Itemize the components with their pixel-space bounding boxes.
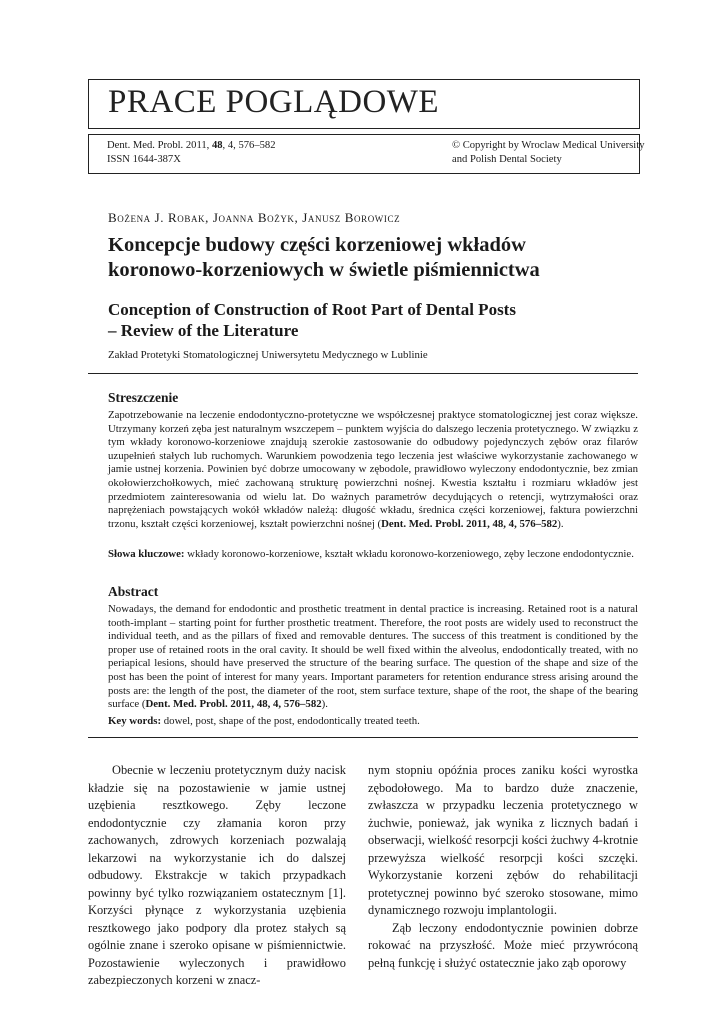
article-title-polish: Koncepcje budowy części korzeniowej wkładów koronowo-korzeniowych w świetle piśmiennictwa <box>108 234 540 281</box>
citation-line: Dent. Med. Probl. 2011, 48, 4, 576–582 <box>107 140 276 151</box>
abstract-en-heading: Abstract <box>108 584 159 599</box>
citation-volume: 48 <box>211 140 223 151</box>
issn: ISSN 1644-387X <box>107 154 181 165</box>
body-paragraph: nym stopniu opóźnia proces zaniku kości wyrostka zębodołowego. Ma to bardzo duże znaczenie, zwłaszcza w przypadku leczenia protetycznego w żuchwie, ponieważ, jak wynika z licznych badań i obserwacji, wielkość resorpcji kości żuchwy 4-krotnie przewyższa wielkość resorpcji kości szczęki. Wykorzystanie korzeni zębów do rehabilitacji protetycznej powinno być szeroko stosowane, mimo dynamicznego rozwoju implantologii. <box>368 763 638 917</box>
article-title-english: Conception of Construction of Root Part of Dental Posts – Review of the Literature <box>108 300 516 340</box>
keywords-pl: Słowa kluczowe: wkłady koronowo-korzeniowe, kształt wkładu koronowo-korzeniowego, zęby leczone endodontycznie. <box>108 548 634 560</box>
affiliation: Zakład Protetyki Stomatologicznej Uniwersytetu Medycznego w Lublinie <box>108 349 428 361</box>
copyright-info: © Copyright by Wroclaw Medical University and Polish Dental Society <box>452 140 645 165</box>
body-paragraph: Ząb leczony endodontycznie powinien dobrze rokować na przyszłość. Może mieć przywróconą pełną funkcję i służyć ostatecznie jako ząb oporowy <box>368 920 638 970</box>
body-paragraph: Obecnie w leczeniu protetycznym duży nacisk kładzie się na pozostawienie w jamie ustnej uzębienia resztkowego. Zęby leczone endodontycznie czy złamania koron przy zachowanych, zdrowych korzeniach pozwalają lekarzowi na wykorzystanie ich do dalszej odbudowy. Ekstrakcje w takich przypadkach powinny być tylko rozwiązaniem ostatecznym [1]. Korzyści płynące z wykorzystania uzębienia resztkowego jako podpory dla protez stałych są ogólnie znane i szeroko opisane w piśmiennictwie. Pozostawienie wyleczonych i prawidłowo zabezpieczonych korzeni w znacz- <box>88 763 346 987</box>
abstract-pl-text: Zapotrzebowanie na leczenie endodontyczno-protetyczne we współczesnej praktyce stomatologicznej jest coraz większe. Utrzymany korzeń zęba jest naturalnym wszczepem – punktem wyjścia do dalszego leczenia protetycznego. W związku z tym wkłady koronowo-korzeniowe znajdują szerokie zastosowanie do odbudowy pojedynczych zębów oraz filarów uzupełnień stałych lub ruchomych. Warunkiem powodzenia tego leczenia jest właściwe wykorzystanie zachowanego w jamie ustnej korzenia. Powinien być dobrze umocowany w zębodole, prawidłowo wyleczony endodontycznie, bez zmian okołowierzchołkowych, mieć zachowaną strukturę powierzchni nośnej. Kwestia kształtu i rozmiaru wkładów jest przedmiotem zainteresowania od wielu lat. Do ważnych parametrów decydujących o retencji, wytrzymałości oraz naprężeniach powstających wokół wkładów należą: długość wkładu, średnica części korzeniowej, faktura powierzchni trzonu, kształt części korzeniowej, kształt powierzchni nośnej (Dent. Med. Probl. 2011, 48, 4, 576–582). <box>108 409 638 530</box>
body-left-column <box>88 762 346 990</box>
divider <box>88 737 638 738</box>
journal-section-title: PRACE POGLĄDOWE <box>108 84 440 120</box>
body-right-column <box>368 762 638 972</box>
abstract-pl-heading: Streszczenie <box>108 390 179 405</box>
divider <box>88 373 638 374</box>
authors: Bożena J. Robak, Joanna Bożyk, Janusz Borowicz <box>108 210 401 225</box>
citation-info <box>107 139 276 167</box>
abstract-en-text: Nowadays, the demand for endodontic and prosthetic treatment in dental practice is increasing. Retained root is a natural tooth-implant – starting point for further prosthetic treatment. Therefore, the root posts are widely used to reconstruct the individual teeth, and as the pillars of fixed and removable dentures. The success of this treatment is conditioned by the proper use of retained roots in the oral cavity. It should be well fixed within the alveolus, endodontically treated, with no periapical lesions, should have preserved the structure of the bearing surface. The question of the shape and size of the post has been the point of interest for many years. Important parameters for retention endurance stress arising around the posts are: the length of the post, the diameter of the root, stem surface texture, shape of the root, the shape of the bearing surface (Dent. Med. Probl. 2011, 48, 4, 576–582). <box>108 603 638 711</box>
keywords-en: Key words: dowel, post, shape of the post, endodontically treated teeth. <box>108 715 420 727</box>
